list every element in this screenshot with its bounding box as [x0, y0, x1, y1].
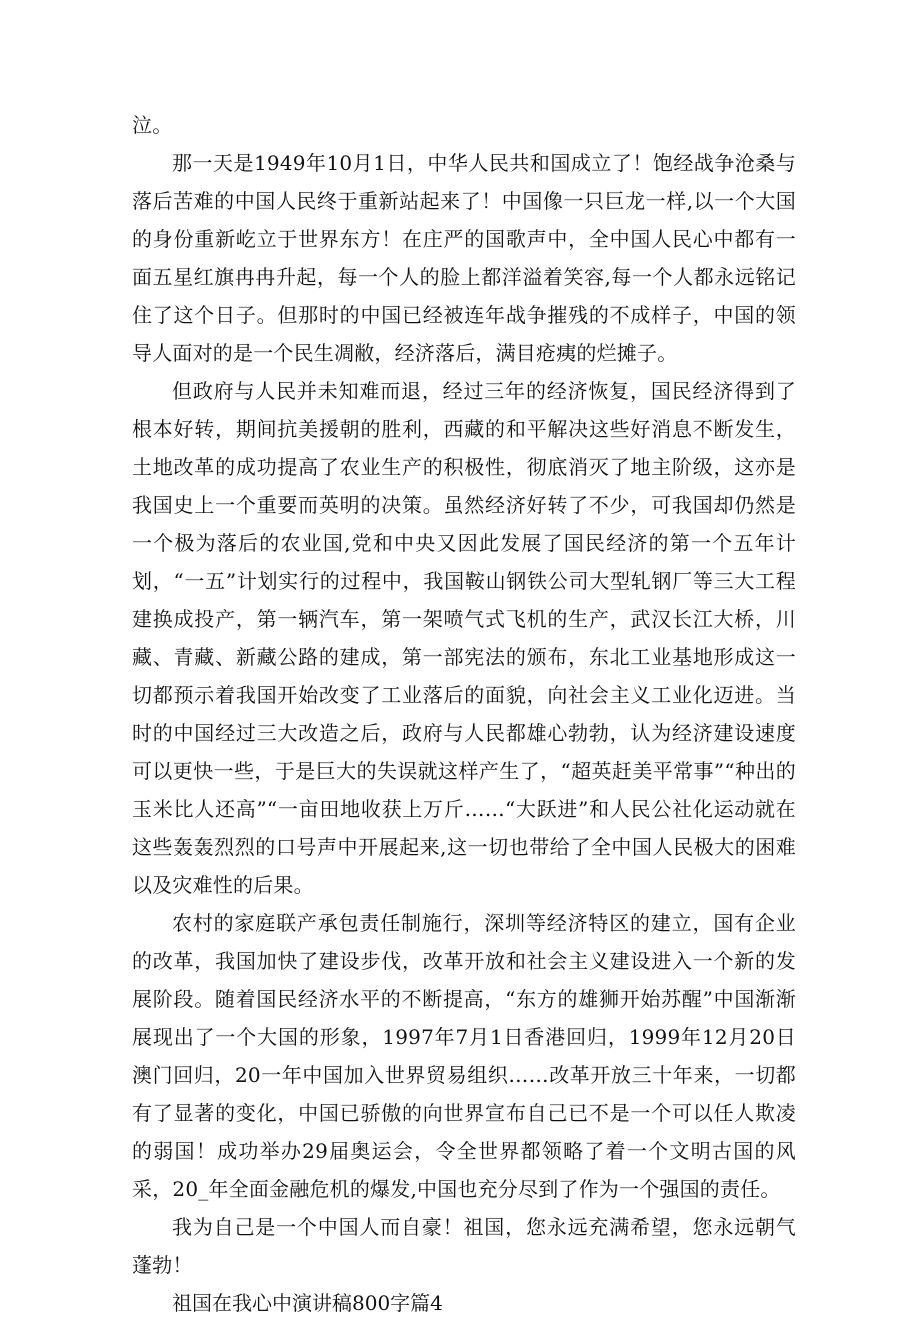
next-section-heading: 祖国在我心中演讲稿800字篇4 — [172, 1291, 443, 1315]
paragraph-reform: 农村的家庭联产承包责任制施行，深圳等经济特区的建立，国有企业的改革，我国加快了建设步伐，改革开放和社会主义建设进入一个新的发展阶段。随着国民经济水平的不断提高，“东方的雄狮开始苏醒”中国渐渐展现出了一个大国的形象，1997年7月1日香港回归，1999年12月20日澳门回归，20一年中国加入世界贸易组织……改革开放三十年来，一切都有了显著的变化，中国已骄傲的向世界宣布自己已不是一个可以任人欺凌的弱国！成功举办29届奥运会，令全世界都领略了着一个文明古国的风采，20_年全面金融危机的爆发,中国也充分尽到了作为一个强国的责任。 — [132, 911, 796, 1201]
paragraph-recovery: 但政府与人民并未知难而退，经过三年的经济恢复，国民经济得到了根本好转，期间抗美援朝的胜利，西藏的和平解决这些好消息不断发生，土地改革的成功提高了农业生产的积极性，彻底消灭了地主阶级，这亦是我国史上一个重要而英明的决策。虽然经济好转了不少，可我国却仍然是一个极为落后的农业国,党和中央又因此发展了国民经济的第一个五年计划，“一五”计划实行的过程中，我国鞍山钢铁公司大型轧钢厂等三大工程建换成投产，第一辆汽车，第一架喷气式飞机的生产，武汉长江大桥，川藏、青藏、新藏公路的建成，第一部宪法的颁布，东北工业基地形成这一切都预示着我国开始改变了工业落后的面貌，向社会主义工业化迈进。当时的中国经过三大改造之后，政府与人民都雄心勃勃，认为经济建设速度可以更快一些，于是巨大的失误就这样产生了，“超英赶美平常事”“种出的玉米比人还高”“一亩田地收获上万斤……“大跃进”和人民公社化运动就在这些轰轰烈烈的口号声中开展起来,这一切也带给了全中国人民极大的困难以及灾难性的后果。 — [132, 379, 796, 897]
continuation-text: 泣。 — [132, 113, 173, 137]
paragraph-founding: 那一天是1949年10月1日，中华人民共和国成立了！饱经战争沧桑与落后苦难的中国人民终于重新站起来了！中国像一只巨龙一样,以一个大国的身份重新屹立于世界东方！在庄严的国歌声中，全中国人民心中都有一面五星红旗冉冉升起，每一个人的脸上都洋溢着笑容,每一个人都永远铭记住了这个日子。但那时的中国已经被连年战争摧残的不成样子，中国的领导人面对的是一个民生凋敝，经济落后，满目疮痍的烂摊子。 — [132, 151, 796, 365]
document-body — [132, 106, 796, 1322]
paragraph-pride: 我为自己是一个中国人而自豪！祖国，您永远充满希望，您永远朝气蓬勃！ — [132, 1215, 796, 1277]
